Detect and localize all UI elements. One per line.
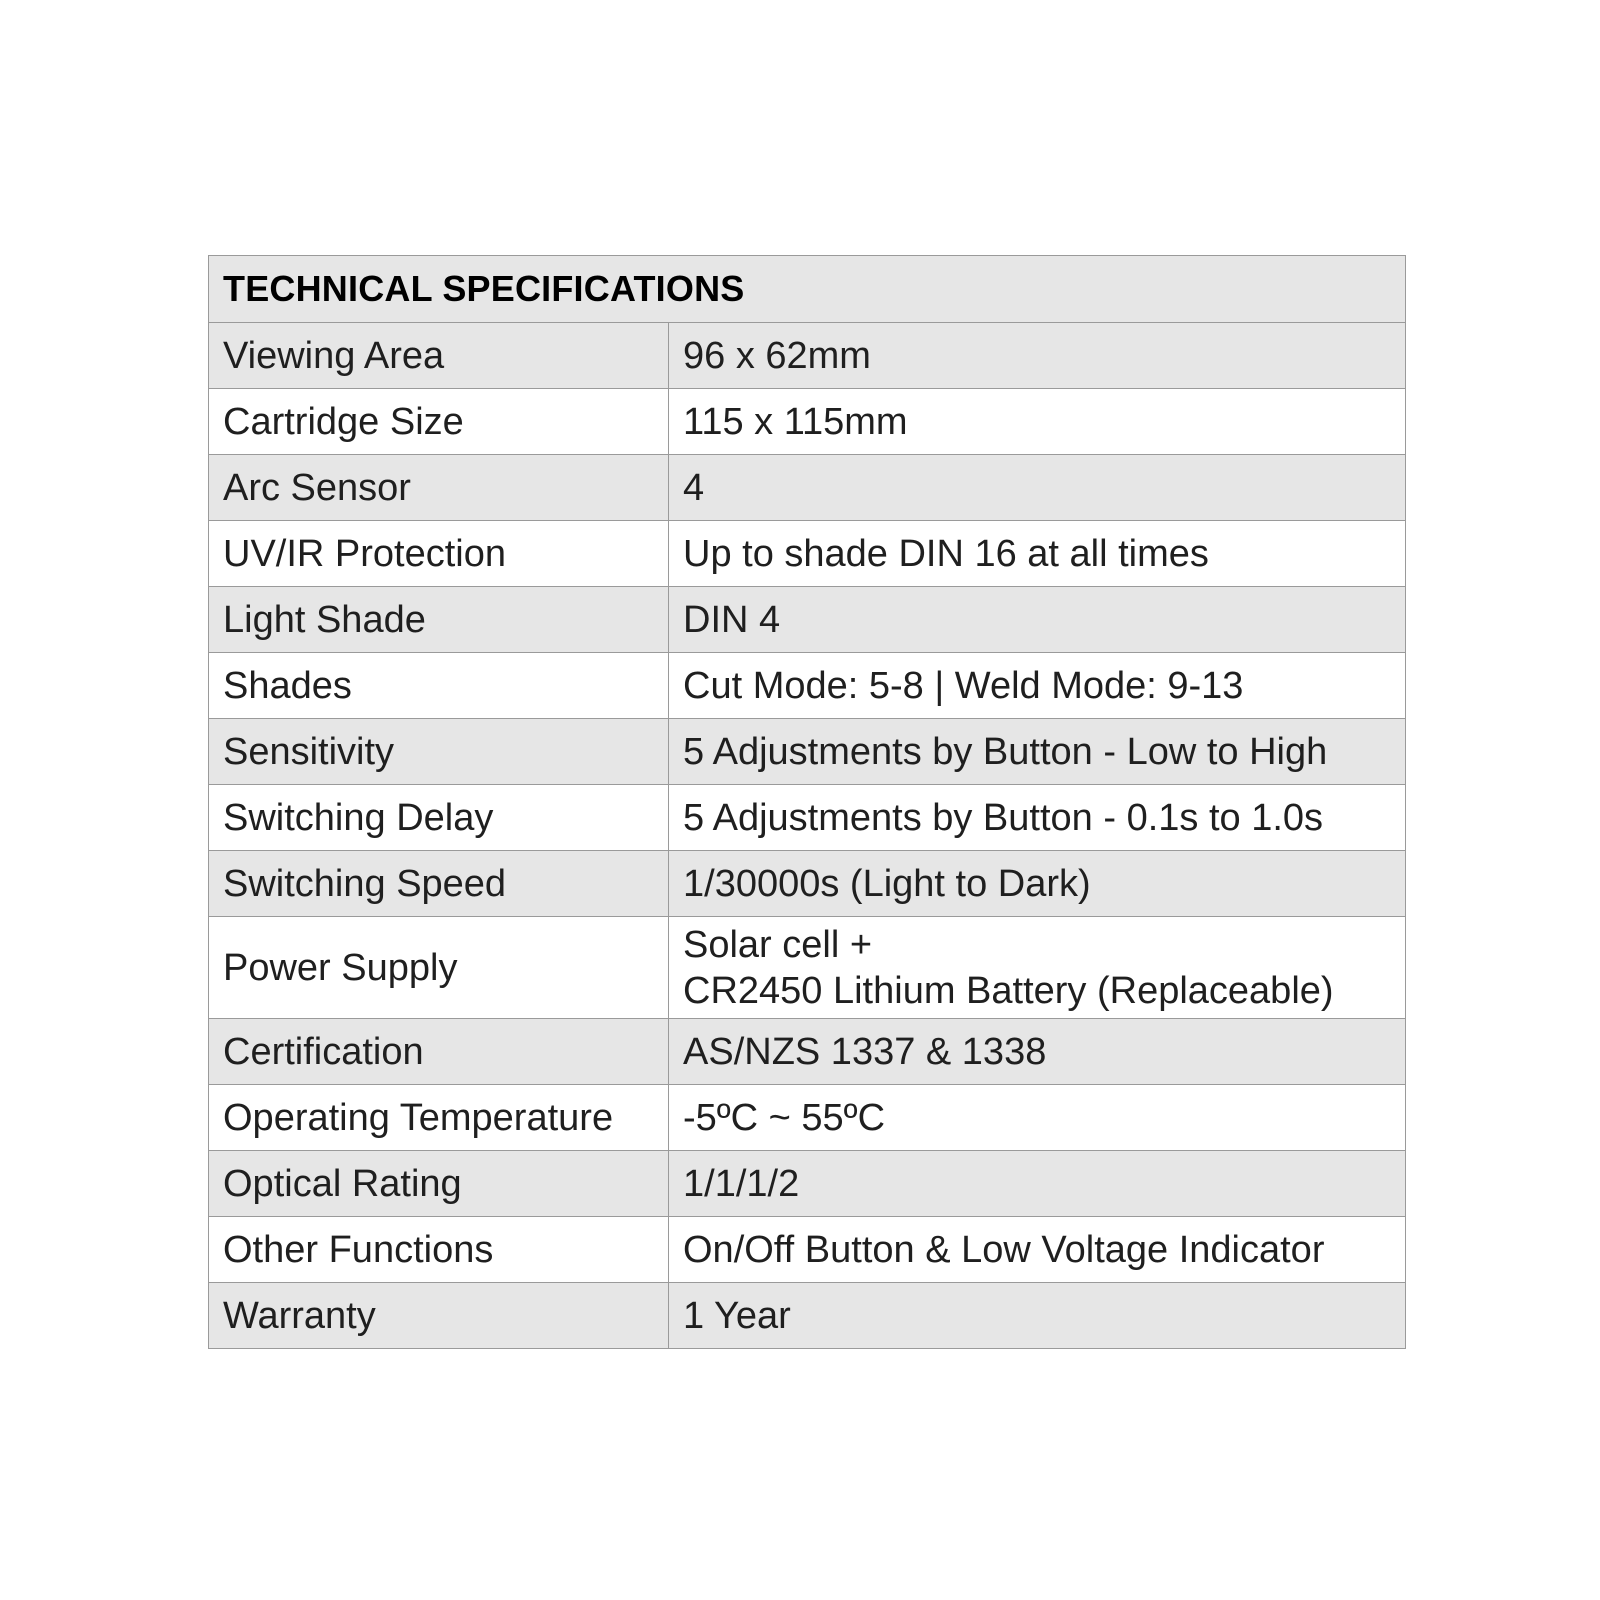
spec-label: Light Shade [209, 587, 669, 653]
table-row [209, 323, 1406, 389]
table-body [209, 323, 1406, 1349]
spec-label: Other Functions [209, 1217, 669, 1283]
spec-label: Certification [209, 1019, 669, 1085]
spec-value [669, 1217, 1406, 1283]
spec-label: Shades [209, 653, 669, 719]
table-title: TECHNICAL SPECIFICATIONS [209, 256, 1406, 323]
table-title-row [209, 256, 1406, 323]
table-row [209, 1217, 1406, 1283]
table-row [209, 1283, 1406, 1349]
table-row [209, 455, 1406, 521]
spec-value-line: 1/30000s (Light to Dark) [683, 862, 1091, 905]
table-row [209, 587, 1406, 653]
spec-value-line: Up to shade DIN 16 at all times [683, 532, 1209, 575]
spec-value [669, 587, 1406, 653]
spec-value-line: 96 x 62mm [683, 334, 871, 377]
spec-value-line: 5 Adjustments by Button - Low to High [683, 730, 1328, 773]
spec-label: Arc Sensor [209, 455, 669, 521]
spec-label: Warranty [209, 1283, 669, 1349]
spec-table [208, 255, 1406, 1349]
spec-value-line: On/Off Button & Low Voltage Indicator [683, 1228, 1325, 1271]
table-row [209, 389, 1406, 455]
spec-value [669, 917, 1406, 1019]
spec-value-line: Cut Mode: 5-8 | Weld Mode: 9-13 [683, 664, 1244, 707]
spec-value [669, 851, 1406, 917]
spec-value-line: Solar cell + [683, 923, 873, 966]
spec-value-line: CR2450 Lithium Battery (Replaceable) [683, 969, 1334, 1012]
spec-label: Power Supply [209, 917, 669, 1019]
table-row [209, 1085, 1406, 1151]
table-row [209, 851, 1406, 917]
table-row [209, 1019, 1406, 1085]
spec-value [669, 1151, 1406, 1217]
spec-label: Switching Delay [209, 785, 669, 851]
table-row [209, 653, 1406, 719]
table-row [209, 917, 1406, 1019]
spec-value-line: AS/NZS 1337 & 1338 [683, 1030, 1047, 1073]
table-row [209, 1151, 1406, 1217]
spec-value-line: -5ºC ~ 55ºC [683, 1096, 886, 1139]
spec-value [669, 719, 1406, 785]
spec-value-line: 115 x 115mm [683, 400, 908, 443]
spec-value [669, 1085, 1406, 1151]
spec-value-line: 4 [683, 466, 705, 509]
spec-value [669, 653, 1406, 719]
spec-label: Sensitivity [209, 719, 669, 785]
table-row [209, 719, 1406, 785]
spec-value-line: 5 Adjustments by Button - 0.1s to 1.0s [683, 796, 1324, 839]
table-row [209, 521, 1406, 587]
spec-label: Operating Temperature [209, 1085, 669, 1151]
spec-value-line: 1 Year [683, 1294, 791, 1337]
spec-value-line: 1/1/1/2 [683, 1162, 800, 1205]
spec-value [669, 1019, 1406, 1085]
spec-value [669, 1283, 1406, 1349]
spec-value [669, 785, 1406, 851]
spec-label: Optical Rating [209, 1151, 669, 1217]
spec-label: Switching Speed [209, 851, 669, 917]
spec-label: Cartridge Size [209, 389, 669, 455]
table-row [209, 785, 1406, 851]
spec-value [669, 455, 1406, 521]
spec-label: Viewing Area [209, 323, 669, 389]
spec-value [669, 389, 1406, 455]
spec-label: UV/IR Protection [209, 521, 669, 587]
spec-value-line: DIN 4 [683, 598, 781, 641]
spec-value [669, 323, 1406, 389]
spec-value [669, 521, 1406, 587]
